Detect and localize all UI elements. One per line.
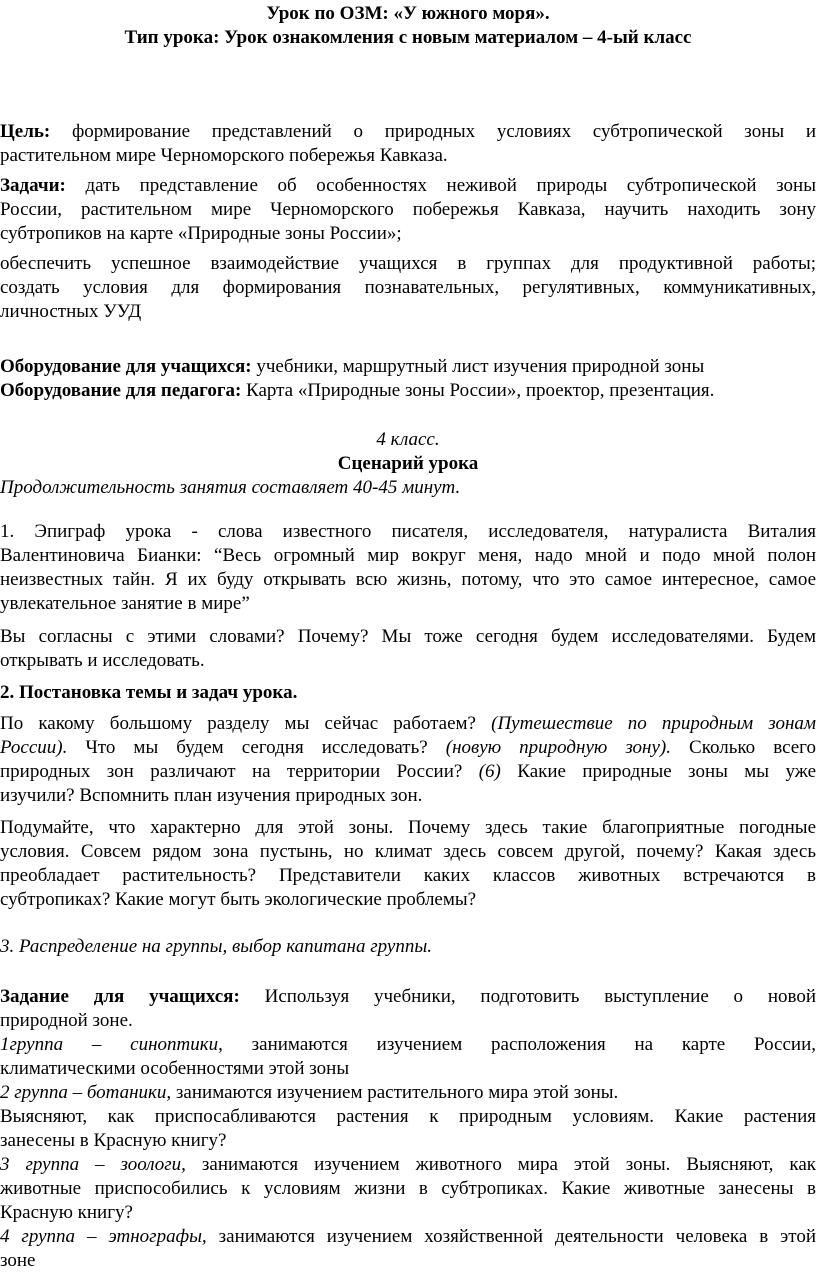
group-4: 4 группа – этнографы, занимаются изучением хозяйственной деятельности человека в этой зоне <box>0 1226 816 1271</box>
equipment-teacher-label: Оборудование для педагога: <box>0 380 242 401</box>
lesson-title: Урок по ОЗМ: «У южного моря». <box>266 3 550 24</box>
section-3-heading: 3. Распределение на группы, выбор капитана группы. <box>0 936 432 957</box>
tasks-paragraph: Задачи: дать представление об особенностях неживой природы субтропической зоны России, растительном мире Черноморского побережья Кавказа, научить находить зону субтропиков на карте «Природные зоны России»; <box>0 175 816 244</box>
assignment-label: Задание для учащихся: <box>0 986 240 1007</box>
goal-paragraph <box>0 120 816 168</box>
goal-text-1: формирование представлений о природных условиях субтропической зоны и <box>71 121 816 142</box>
goal-label: Цель: <box>0 121 51 142</box>
student-assignment: Задание для учащихся: Используя учебники, подготовить выступление о новой природной зоне. <box>0 986 816 1031</box>
group-3: 3 группа – зоологи, занимаются изучением животного мира этой зоны. Выясняют, как животные приспособились к условиям жизни в субтропиках. Какие животные занесены в Красную книгу? <box>0 1154 816 1223</box>
equipment-students-text: учебники, маршрутный лист изучения природной зоны <box>256 356 705 377</box>
section-1-question: Вы согласны с этими словами? Почему? Мы тоже сегодня будем исследователями. Будем открывать и исследовать. <box>0 626 816 671</box>
group-2: 2 группа – ботаники, занимаются изучением растительного мира этой зоны. Выясняют, как приспосабливаются растения к природным условиям. Какие растения занесены в Красную книгу? <box>0 1082 816 1151</box>
equipment-teacher-text: Карта «Природные зоны России», проектор, презентация. <box>246 380 715 401</box>
section-2-questions: По какому большому разделу мы сейчас работаем? (Путешествие по природным зонам России). Что мы будем сегодня исследовать? (новую природную зону). Сколько всего природных зон различают на территории России? (6) Какие природные зоны мы уже изучили? Вспомнить план изучения природных зон. <box>0 713 816 806</box>
scenario-heading: Сценарий урока <box>337 453 479 474</box>
tasks-continued-paragraph: обеспечить успешное взаимодействие учащихся в группах для продуктивной работы; создать условия для формирования познавательных, регулятивных, коммуникативных, личностных УУД <box>0 253 816 322</box>
lesson-type: Тип урока: Урок ознакомления с новым материалом – 4-ый класс <box>124 27 692 48</box>
tasks-label: Задачи: <box>0 175 66 196</box>
section-2-discussion: Подумайте, что характерно для этой зоны. Почему здесь такие благоприятные погодные условия. Совсем рядом зона пустынь, но климат здесь совсем другой, почему? Какая здесь преобладает растительность? Представители каких классов животных встречаются в субтропиках? Какие могут быть экологические проблемы? <box>0 817 816 910</box>
document-header <box>0 2 816 50</box>
equipment-section <box>0 355 816 403</box>
section-1-epigraph: 1. Эпиграф урока - слова известного писателя, исследователя, натуралиста Виталия Валентиновича Бианки: “Весь огромный мир вокруг меня, надо мной и подо мной полон неизвестных тайн. Я их буду открывать всю жизнь, потому, что это самое интересное, самое увлекательное занятие в мире” <box>0 521 816 614</box>
group-1: 1группа – синоптики, занимаются изучением расположения на карте России, климатическими особенностями этой зоны <box>0 1034 816 1079</box>
equipment-students-label: Оборудование для учащихся: <box>0 356 252 377</box>
section-2-heading: 2. Постановка темы и задач урока. <box>0 682 298 703</box>
goal-text-2: растительном мире Черноморского побережья Кавказа. <box>0 145 448 166</box>
grade-label: 4 класс. <box>376 429 440 450</box>
duration-note: Продолжительность занятия составляет 40-45 минут. <box>0 477 461 498</box>
